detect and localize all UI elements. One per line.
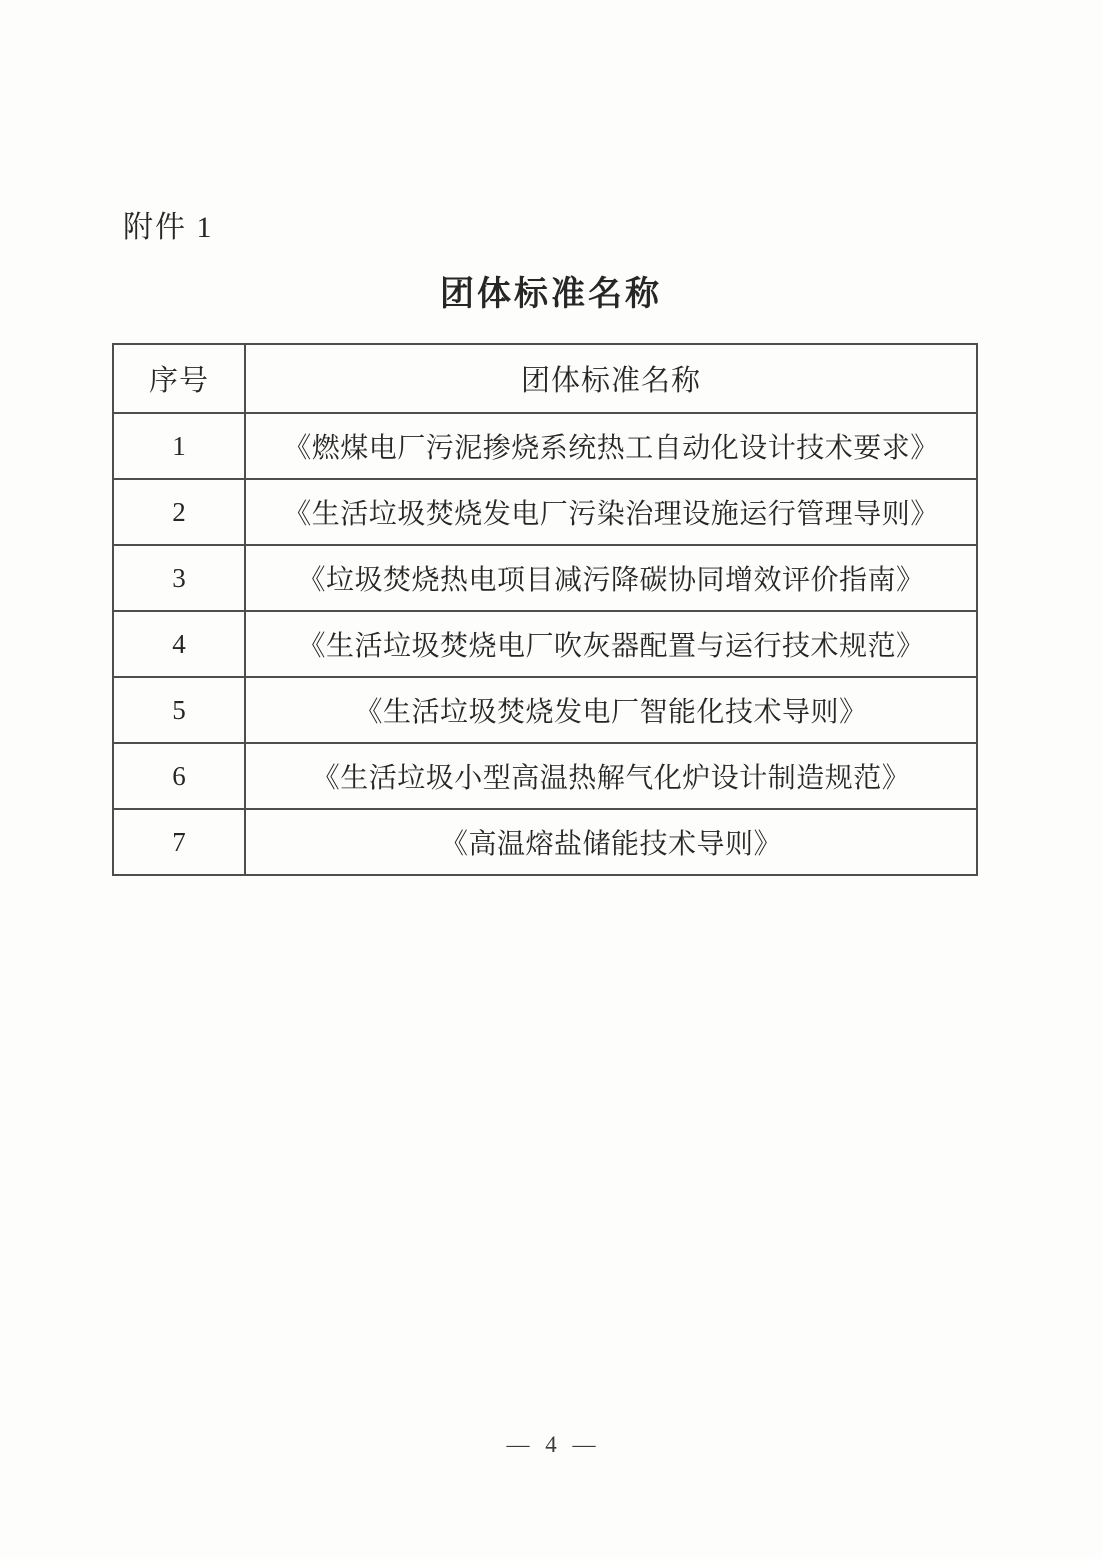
header-standard-name: 团体标准名称 [245,344,977,413]
page-title: 团体标准名称 [440,276,662,313]
table-row [113,677,977,743]
cell-standard-name: 《生活垃圾焚烧发电厂智能化技术导则》 [245,677,977,743]
header-serial-number: 序号 [113,344,245,413]
cell-standard-name: 《燃煤电厂污泥掺烧系统热工自动化设计技术要求》 [245,413,977,479]
table-row [113,743,977,809]
table-row [113,809,977,875]
cell-serial-number: 4 [113,611,245,677]
standards-table [112,343,978,876]
cell-standard-name: 《生活垃圾焚烧发电厂污染治理设施运行管理导则》 [245,479,977,545]
cell-serial-number: 2 [113,479,245,545]
cell-serial-number: 5 [113,677,245,743]
cell-serial-number: 7 [113,809,245,875]
cell-serial-number: 3 [113,545,245,611]
cell-standard-name: 《垃圾焚烧热电项目减污降碳协同增效评价指南》 [245,545,977,611]
table-row [113,545,977,611]
cell-standard-name: 《生活垃圾焚烧电厂吹灰器配置与运行技术规范》 [245,611,977,677]
table-header-row [113,344,977,413]
cell-standard-name: 《高温熔盐储能技术导则》 [245,809,977,875]
table-row [113,479,977,545]
table-row [113,413,977,479]
cell-serial-number: 1 [113,413,245,479]
cell-serial-number: 6 [113,743,245,809]
page-number: — 4 — [506,1432,596,1457]
cell-standard-name: 《生活垃圾小型高温热解气化炉设计制造规范》 [245,743,977,809]
attachment-label: 附件 1 [123,211,214,244]
table-row [113,611,977,677]
